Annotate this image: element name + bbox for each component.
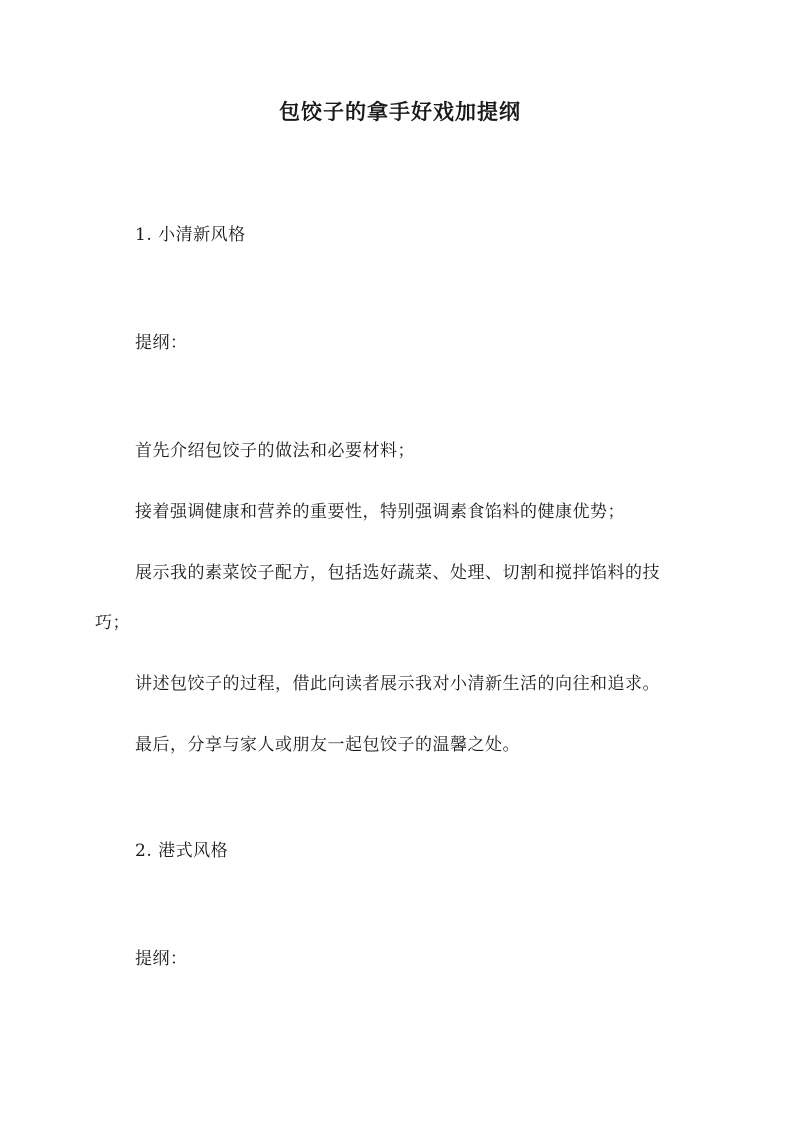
section-1-item-3-continued: 巧； — [95, 613, 130, 633]
section-1-item-5: 最后，分享与家人或朋友一起包饺子的温馨之处。 — [135, 735, 520, 755]
section-1-heading: 1. 小清新风格 — [135, 225, 246, 245]
document-title: 包饺子的拿手好戏加提纲 — [279, 99, 521, 124]
section-1-item-1: 首先介绍包饺子的做法和必要材料； — [135, 441, 415, 461]
section-1-item-2: 接着强调健康和营养的重要性，特别强调素食馅料的健康优势； — [135, 502, 625, 522]
section-2-outline-label: 提纲： — [135, 949, 188, 969]
section-1-outline-label: 提纲： — [135, 333, 188, 353]
section-1-item-3: 展示我的素菜饺子配方，包括选好蔬菜、处理、切割和搅拌馅料的技 — [135, 563, 660, 583]
section-1-item-4: 讲述包饺子的过程，借此向读者展示我对小清新生活的向往和追求。 — [135, 674, 660, 694]
section-2-heading: 2. 港式风格 — [135, 841, 229, 861]
